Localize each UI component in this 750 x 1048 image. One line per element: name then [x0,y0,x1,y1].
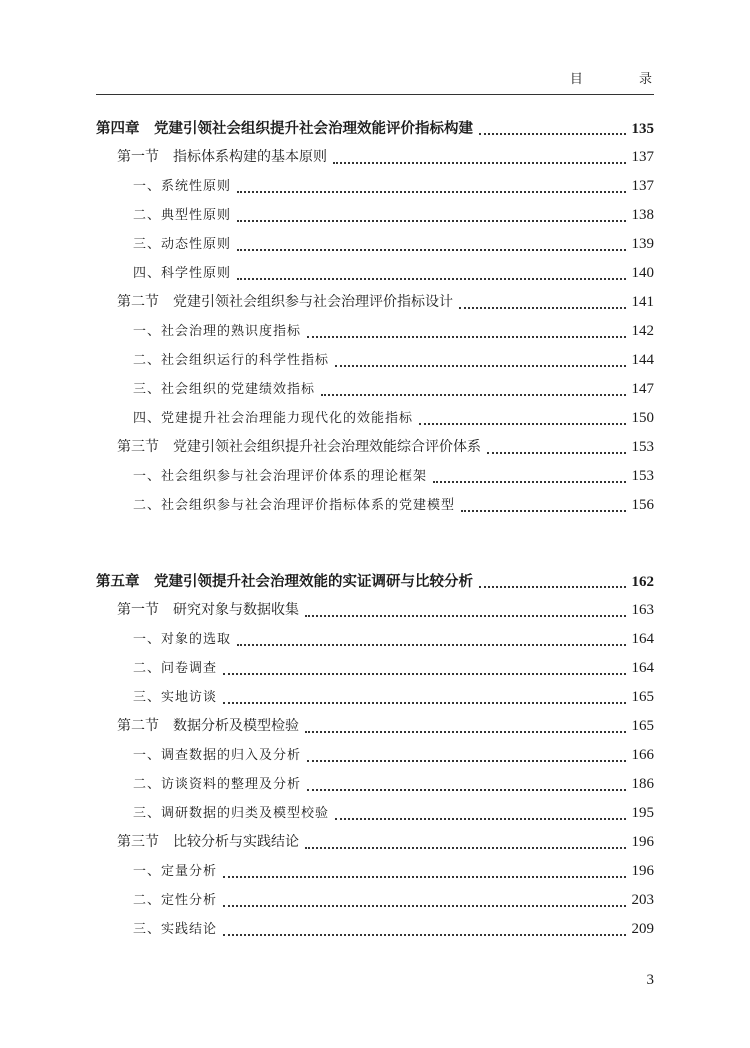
toc-item[interactable] [133,233,654,255]
toc-item[interactable] [133,175,654,197]
toc-item-page: 137 [631,178,654,194]
toc-item-page: 140 [631,265,654,281]
toc-section-page: 137 [631,149,654,165]
toc-item-page: 165 [631,689,654,705]
toc-section[interactable] [117,831,654,853]
toc-section-page: 196 [631,834,654,850]
dot-leader [237,216,625,222]
dot-leader [433,477,625,483]
toc-chapter-page: 135 [631,121,654,137]
toc-item-title: 二、定性分析 [133,893,218,908]
toc-item[interactable] [133,773,654,795]
toc-item[interactable] [133,407,654,429]
dot-leader [223,872,625,878]
toc-item-title: 四、科学性原则 [133,266,232,281]
toc-item-title: 二、社会组织参与社会治理评价指标体系的党建模型 [133,498,456,513]
toc-section-page: 163 [631,602,654,618]
toc-item-title: 三、调研数据的归类及模型校验 [133,806,330,821]
dot-leader [307,785,625,791]
toc-item-title: 二、典型性原则 [133,208,232,223]
toc-item[interactable] [133,320,654,342]
toc-item[interactable] [133,889,654,911]
toc-item-page: 150 [631,410,654,426]
toc-item-page: 196 [631,863,654,879]
toc-item-page: 164 [631,631,654,647]
dot-leader [223,930,625,936]
dot-leader [461,506,625,512]
dot-leader [487,448,626,454]
toc-section[interactable] [117,291,654,313]
toc-section-page: 153 [631,439,654,455]
page-number: 3 [646,972,654,988]
toc-section[interactable] [117,599,654,621]
dot-leader [237,187,625,193]
toc-item[interactable] [133,802,654,824]
toc-item-title: 一、对象的选取 [133,632,232,647]
toc-item-title: 二、社会组织运行的科学性指标 [133,353,330,368]
dot-leader [307,332,625,338]
toc-item-page: 195 [631,805,654,821]
dot-leader [335,361,625,367]
toc-item[interactable] [133,628,654,650]
toc-item-title: 三、实地访谈 [133,690,218,705]
toc-section-title: 第一节 研究对象与数据收集 [117,602,299,618]
toc-item-page: 153 [631,468,654,484]
toc-section-title: 第一节 指标体系构建的基本原则 [117,149,327,165]
toc-section-title: 第二节 数据分析及模型检验 [117,718,299,734]
toc-section[interactable] [117,436,654,458]
toc-chapter-title: 第五章 党建引领提升社会治理效能的实证调研与比较分析 [96,574,473,590]
header-title: 目 录 [569,72,678,87]
dot-leader [335,814,625,820]
toc-item-page: 166 [631,747,654,763]
toc-item-page: 156 [631,497,654,513]
toc-item[interactable] [133,918,654,940]
toc-item-page: 139 [631,236,654,252]
toc-section-title: 第三节 比较分析与实践结论 [117,834,299,850]
toc-item[interactable] [133,860,654,882]
dot-leader [419,419,625,425]
toc-item-title: 一、社会组织参与社会治理评价体系的理论框架 [133,469,428,484]
dot-leader [237,274,625,280]
toc-section-title: 第三节 党建引领社会组织提升社会治理效能综合评价体系 [117,439,481,455]
toc-item-page: 147 [631,381,654,397]
toc-item-title: 四、党建提升社会治理能力现代化的效能指标 [133,411,414,426]
toc-item-page: 164 [631,660,654,676]
toc-item[interactable] [133,204,654,226]
toc-item[interactable] [133,378,654,400]
toc-item-title: 一、定量分析 [133,864,218,879]
toc-chapter-page: 162 [631,574,654,590]
dot-leader [305,727,626,733]
toc-item-page: 186 [631,776,654,792]
toc-chapter[interactable] [96,570,654,592]
toc-item[interactable] [133,686,654,708]
dot-leader [479,582,626,588]
dot-leader [307,756,625,762]
toc-item[interactable] [133,744,654,766]
toc-section-page: 165 [631,718,654,734]
toc-item-title: 一、系统性原则 [133,179,232,194]
toc-chapter-title: 第四章 党建引领社会组织提升社会治理效能评价指标构建 [96,121,473,137]
toc-item-page: 144 [631,352,654,368]
toc-item[interactable] [133,349,654,371]
toc-section-title: 第二节 党建引领社会组织参与社会治理评价指标设计 [117,294,453,310]
toc-section-page: 141 [631,294,654,310]
dot-leader [237,245,625,251]
toc-item-title: 二、访谈资料的整理及分析 [133,777,302,792]
toc-section[interactable] [117,146,654,168]
toc-item[interactable] [133,657,654,679]
toc-item-title: 一、调查数据的归入及分析 [133,748,302,763]
dot-leader [333,158,626,164]
toc-item[interactable] [133,262,654,284]
dot-leader [305,843,626,849]
running-header [96,66,678,95]
dot-leader [223,901,625,907]
toc-item-title: 三、实践结论 [133,922,218,937]
toc-chapter[interactable] [96,117,654,139]
dot-leader [223,698,625,704]
dot-leader [223,669,625,675]
dot-leader [305,611,626,617]
toc-item-page: 209 [631,921,654,937]
toc-item[interactable] [133,465,654,487]
toc-item-title: 三、动态性原则 [133,237,232,252]
toc-item-page: 203 [631,892,654,908]
dot-leader [459,303,626,309]
toc-item-title: 三、社会组织的党建绩效指标 [133,382,316,397]
toc-item-title: 二、问卷调查 [133,661,218,676]
toc-item-title: 一、社会治理的熟识度指标 [133,324,302,339]
toc-section[interactable] [117,715,654,737]
dot-leader [237,640,625,646]
toc-item-page: 138 [631,207,654,223]
dot-leader [321,390,625,396]
toc-item[interactable] [133,494,654,516]
dot-leader [479,129,626,135]
toc-item-page: 142 [631,323,654,339]
